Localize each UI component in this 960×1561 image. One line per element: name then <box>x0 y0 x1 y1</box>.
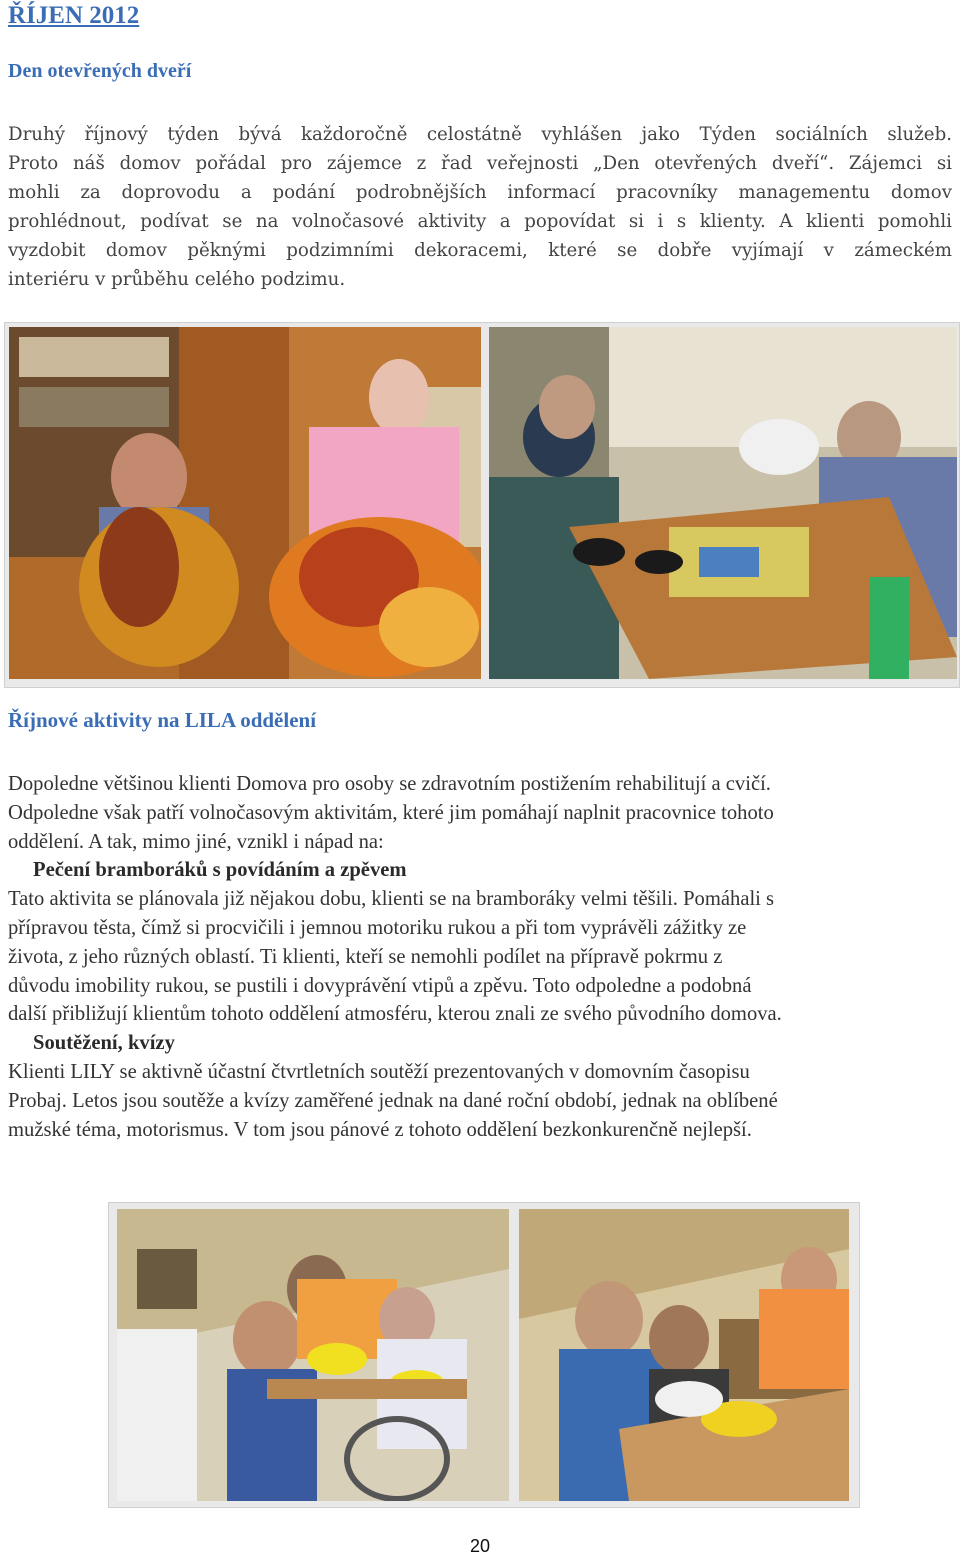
paragraph-line: života, z jeho různých oblastí. Ti klienti, kteří se nemohli podílet na přípravě pokrmu z <box>8 945 723 968</box>
paragraph-line: Tato aktivita se plánovala již nějakou dobu, klienti se na bramboráky velmi těšili. Pomáhali s <box>8 888 775 911</box>
paragraph-line: prohlédnout, podívat se na volnočasové aktivity a popovídat si i s klienty. A klienti pomohli <box>8 211 952 232</box>
paragraph-line: Probaj. Letos jsou soutěže a kvízy zaměřené jednak na dané roční období, jednak na oblíbené <box>8 1089 778 1112</box>
section-title-open-day: Den otevřených dveří <box>8 60 192 82</box>
paragraph-line: Proto náš domov pořádal pro zájemce z řad veřejnosti „Den otevřených dveří“. Zájemci si <box>8 153 952 174</box>
month-heading: ŘÍJEN 2012 <box>8 2 140 29</box>
paragraph-line: Dopoledne většinou klienti Domova pro osoby se zdravotním postižením rehabilitují a cvičí. <box>8 773 771 795</box>
photo-row-1 <box>4 322 960 688</box>
paragraph-lila <box>8 770 952 1144</box>
paragraph-line: interiéru v průběhu celého podzimu. <box>8 269 346 290</box>
photo-autumn-decorations <box>9 327 481 679</box>
paragraph-line: přípravou těsta, čímž si procvičili i jemnou motoriku rukou a při tom vyprávěli zážitky ze <box>8 916 747 939</box>
paragraph-line: důvodu imobility rukou, se pustili i dovyprávění vtipů a zpěvu. Toto odpoledne a podobná <box>8 974 752 997</box>
page-number: 20 <box>469 1536 491 1556</box>
paragraph-line: vyzdobit domov pěknými podzimními dekoracemi, které se dobře vyjímají v zámeckém <box>8 240 952 261</box>
paragraph-line: další přibližují klientům tohoto oddělení atmosféru, kterou znali ze svého původního domova. <box>8 1003 782 1026</box>
paragraph-line: mužské téma, motorismus. V tom jsou pánové z tohoto oddělení bezkonkurenčně nejlepší. <box>8 1118 752 1141</box>
paragraph-line: Druhý říjnový týden bývá každoročně celostátně vyhlášen jako Týden sociálních služeb. <box>8 124 952 145</box>
subheading-potato-pancakes: Pečení bramboráků s povídáním a zpěvem <box>33 859 407 882</box>
paragraph-line: Odpoledne však patří volnočasovým aktivitám, které jim pomáhají naplnit pracovnice tohoto <box>8 801 774 824</box>
paragraph-line: Klienti LILY se aktivně účastní čtvrtletních soutěží prezentovaných v domovním časopisu <box>8 1060 750 1083</box>
paragraph-open-day <box>8 120 952 294</box>
photo-baking-1 <box>117 1209 509 1501</box>
paragraph-line: oddělení. A tak, mimo jiné, vznikl i nápad na: <box>8 830 384 853</box>
photo-craft-table <box>489 327 957 679</box>
subheading-competitions: Soutěžení, kvízy <box>33 1032 175 1055</box>
photo-baking-2 <box>519 1209 849 1501</box>
section-title-lila: Říjnové aktivity na LILA oddělení <box>8 708 317 732</box>
photo-row-2 <box>108 1202 860 1508</box>
paragraph-line: mohli za doprovodu a podání podrobnějších informací pracovníky managementu domov <box>8 182 952 203</box>
